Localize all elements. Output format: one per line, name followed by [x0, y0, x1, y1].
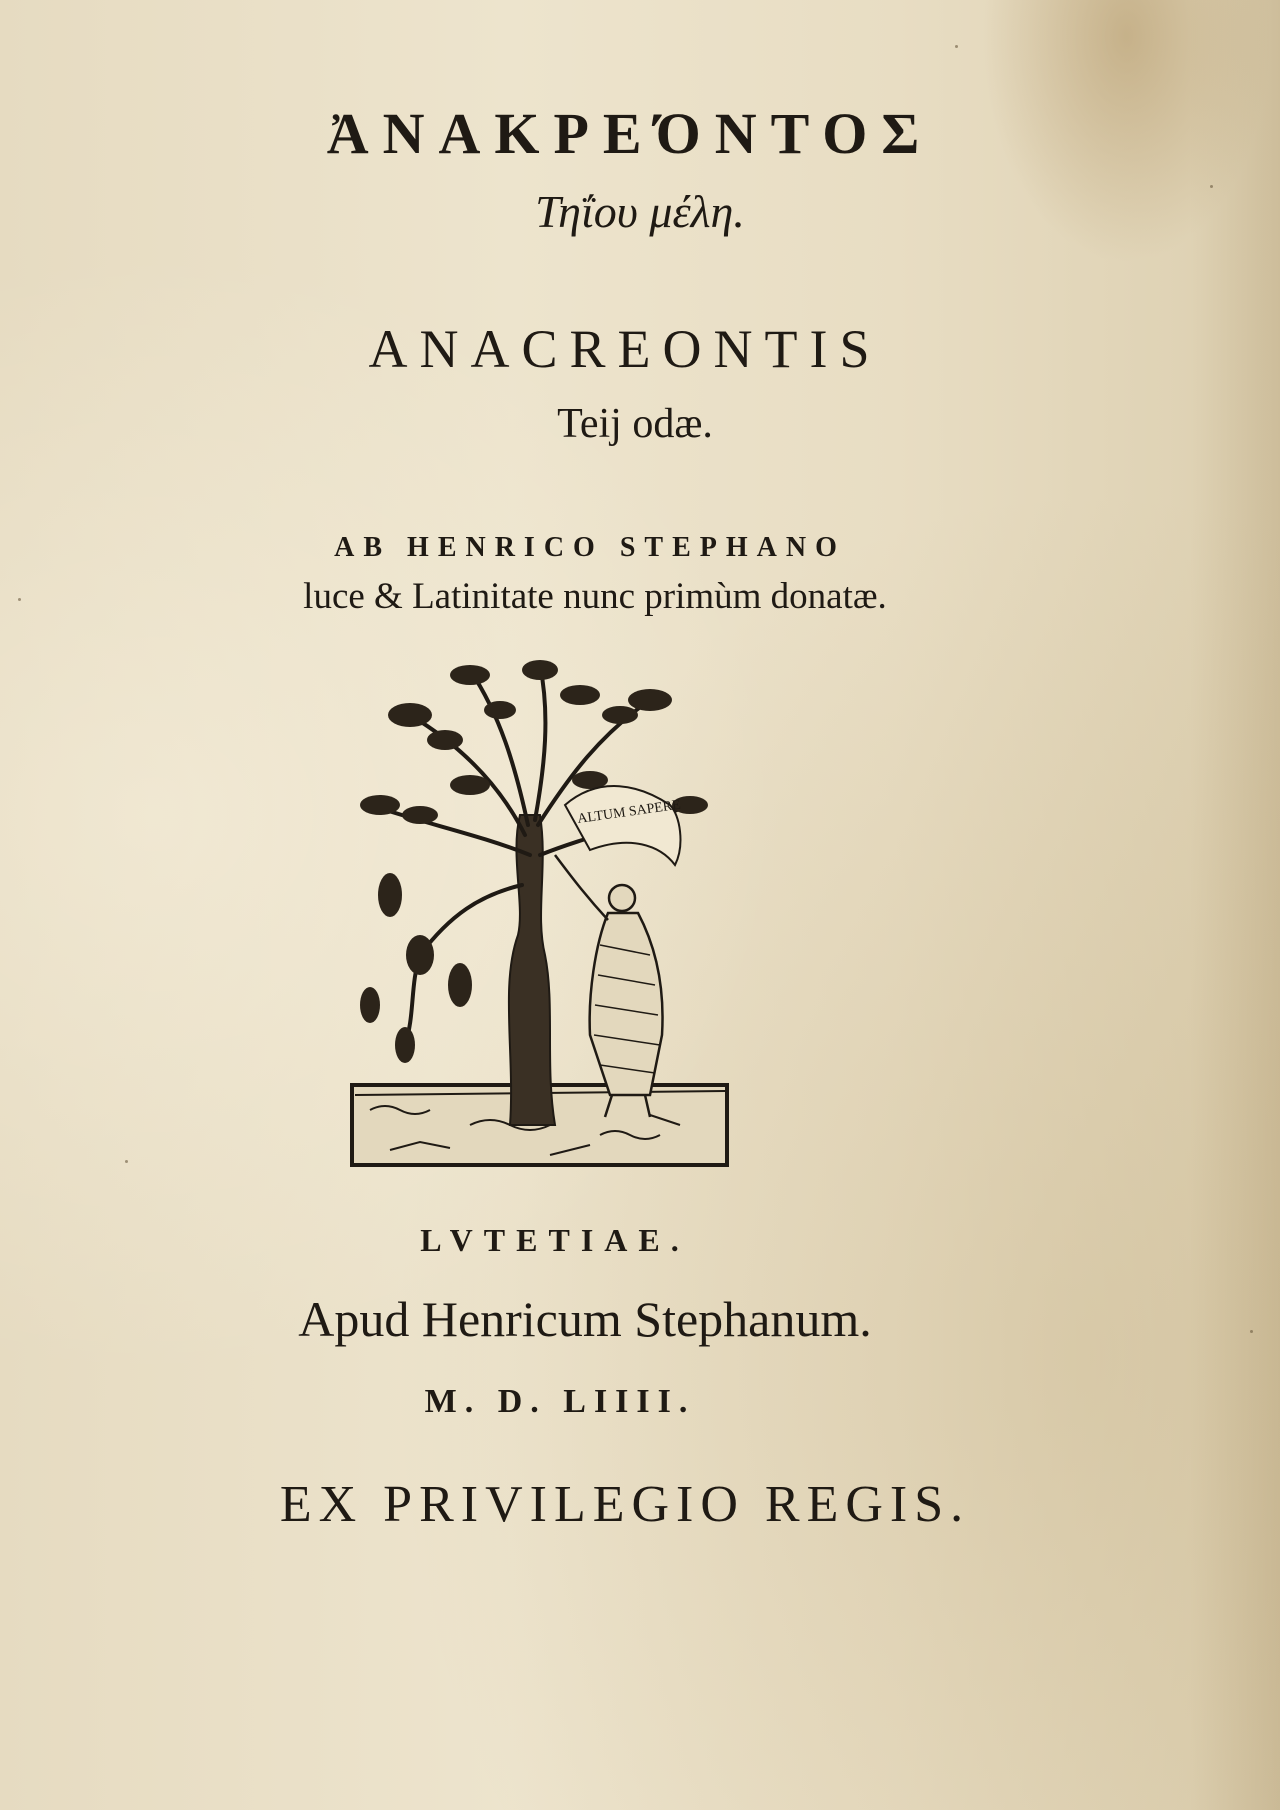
- printer-device-woodcut-icon: [350, 655, 750, 1170]
- place-of-printing: LVTETIAE.: [420, 1222, 690, 1258]
- editor-line: AB HENRICO STEPHANO: [334, 532, 846, 563]
- editor-subline: luce & Latinitate nunc primùm donatæ.: [303, 576, 887, 617]
- latin-subtitle: Teij odæ.: [557, 401, 713, 447]
- paper-fleck: [955, 45, 958, 48]
- page-edge-shading: [1190, 0, 1280, 1810]
- printer-name: Apud Henricum Stephanum.: [298, 1291, 872, 1347]
- greek-subtitle: Τηΐου μέλη.: [535, 186, 745, 237]
- royal-privilege: EX PRIVILEGIO REGIS.: [279, 1476, 971, 1533]
- woodcut-motto: ALTUM SAPERE: [576, 797, 682, 827]
- paper-fleck: [18, 598, 21, 601]
- paper-fleck: [1210, 185, 1213, 188]
- publication-year: M. D. LIIII.: [424, 1383, 696, 1420]
- latin-title: ANACREONTIS: [368, 319, 882, 379]
- paper-fleck: [1250, 1330, 1253, 1333]
- greek-title: ἈΝΑΚΡΕΌΝΤΟΣ: [326, 101, 934, 166]
- paper-fleck: [125, 1160, 128, 1163]
